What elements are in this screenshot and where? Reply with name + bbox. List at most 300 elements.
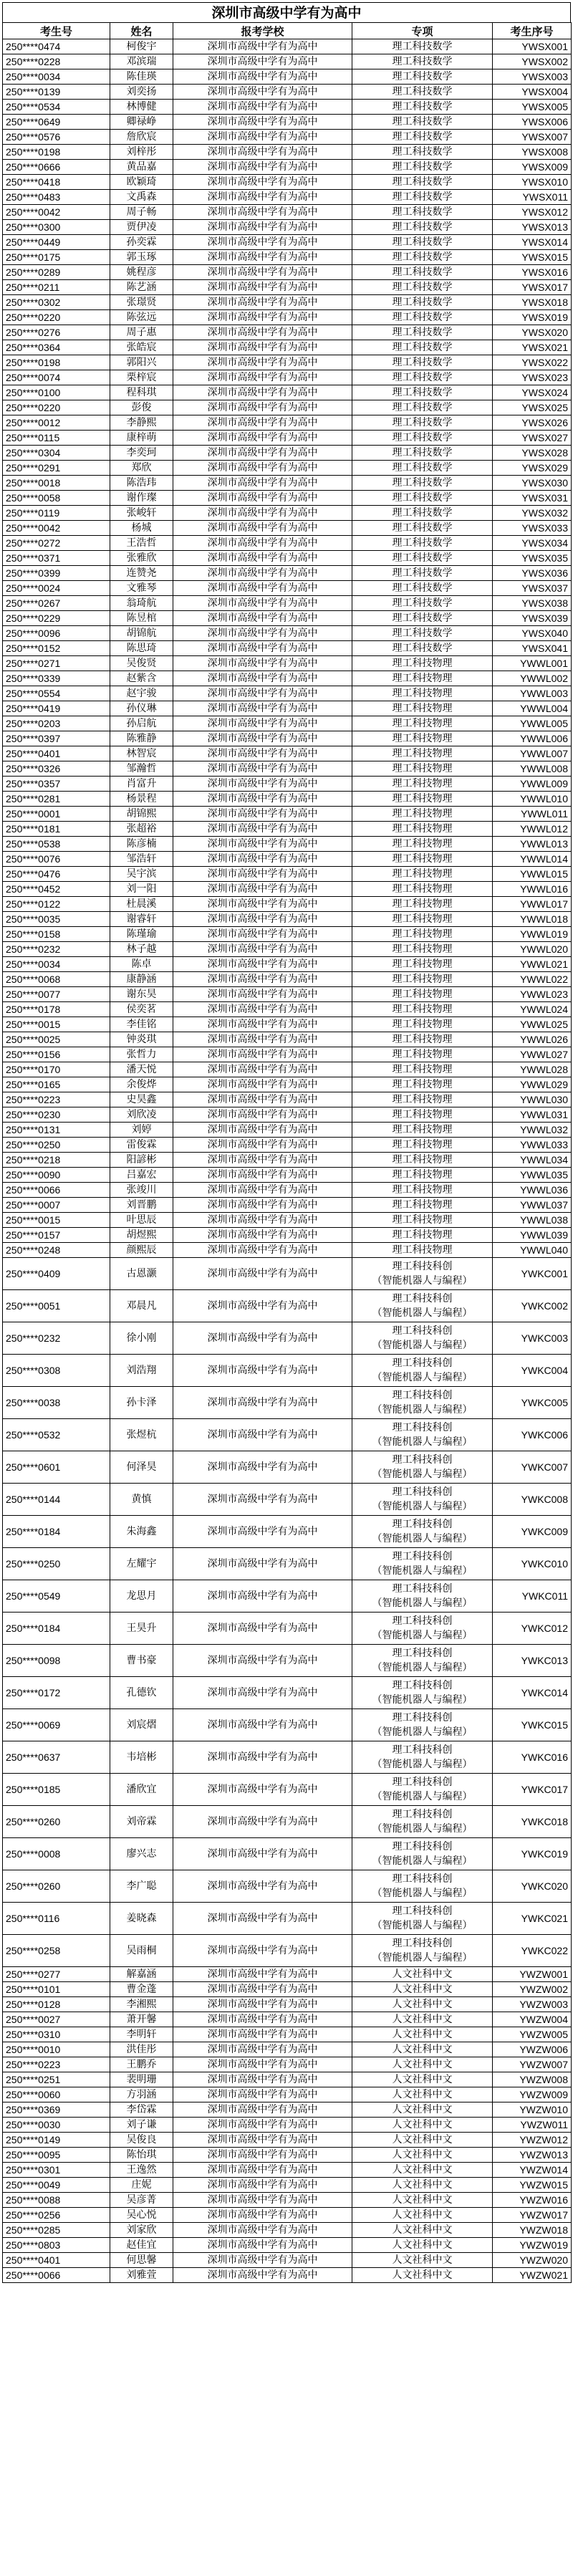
school-cell: 深圳市高级中学有为高中: [173, 1183, 352, 1198]
specialty-cell: 理工科技物理: [352, 927, 493, 942]
candidate-id-cell: 250****0077: [3, 987, 110, 1002]
candidate-id-cell: 250****0248: [3, 1243, 110, 1258]
table-row: [3, 355, 572, 370]
sequence-cell: YWSX036: [493, 566, 572, 581]
sequence-cell: YWSX007: [493, 130, 572, 145]
specialty-cell: 理工科技物理: [352, 1062, 493, 1077]
candidate-table: [2, 22, 572, 2283]
candidate-name-cell: 姚程彦: [110, 265, 173, 280]
sequence-cell: YWWL004: [493, 701, 572, 716]
table-row: [3, 1092, 572, 1107]
table-row: [3, 671, 572, 686]
candidate-id-cell: 250****0184: [3, 1516, 110, 1548]
candidate-name-cell: 刘子谦: [110, 2118, 173, 2133]
sequence-cell: YWWL011: [493, 807, 572, 822]
table-row: [3, 731, 572, 746]
candidate-name-cell: 徐小刚: [110, 1322, 173, 1355]
sequence-cell: YWWL037: [493, 1198, 572, 1213]
table-row: [3, 2042, 572, 2057]
school-cell: 深圳市高级中学有为高中: [173, 731, 352, 746]
table-row: [3, 85, 572, 100]
candidate-name-cell: 杨景程: [110, 792, 173, 807]
candidate-name-cell: 张哲力: [110, 1047, 173, 1062]
school-cell: 深圳市高级中学有为高中: [173, 1387, 352, 1419]
sequence-cell: YWKC012: [493, 1613, 572, 1645]
specialty-cell: 人文社科中文: [352, 1997, 493, 2012]
sequence-cell: YWZW017: [493, 2208, 572, 2223]
sequence-cell: YWZW018: [493, 2223, 572, 2238]
candidate-id-cell: 250****0364: [3, 340, 110, 355]
school-cell: 深圳市高级中学有为高中: [173, 671, 352, 686]
table-row: [3, 882, 572, 897]
school-cell: 深圳市高级中学有为高中: [173, 807, 352, 822]
sequence-cell: YWZW021: [493, 2268, 572, 2283]
sequence-cell: YWZW007: [493, 2057, 572, 2072]
specialty-cell: 理工科技数学: [352, 536, 493, 551]
school-cell: 深圳市高级中学有为高中: [173, 325, 352, 340]
school-cell: 深圳市高级中学有为高中: [173, 1870, 352, 1903]
specialty-cell: 人文社科中文: [352, 2027, 493, 2042]
sequence-cell: YWSX024: [493, 385, 572, 400]
school-cell: 深圳市高级中学有为高中: [173, 461, 352, 476]
school-cell: 深圳市高级中学有为高中: [173, 100, 352, 115]
candidate-name-cell: 吴彦菁: [110, 2193, 173, 2208]
candidate-id-cell: 250****0100: [3, 385, 110, 400]
specialty-cell: 理工科技数学: [352, 566, 493, 581]
table-row: [3, 1002, 572, 1017]
school-cell: 深圳市高级中学有为高中: [173, 1419, 352, 1451]
candidate-name-cell: 张雅欣: [110, 551, 173, 566]
school-cell: 深圳市高级中学有为高中: [173, 1168, 352, 1183]
candidate-id-cell: 250****0285: [3, 2223, 110, 2238]
school-cell: 深圳市高级中学有为高中: [173, 476, 352, 491]
candidate-name-cell: 林智宸: [110, 746, 173, 761]
candidate-name-cell: 李佳铭: [110, 1017, 173, 1032]
school-cell: 深圳市高级中学有为高中: [173, 942, 352, 957]
table-row: [3, 175, 572, 190]
candidate-id-cell: 250****0271: [3, 656, 110, 671]
sequence-cell: YWSX029: [493, 461, 572, 476]
candidate-id-cell: 250****0326: [3, 761, 110, 777]
candidate-name-cell: 邹瀚哲: [110, 761, 173, 777]
school-cell: 深圳市高级中学有为高中: [173, 2238, 352, 2253]
candidate-name-cell: 陈雅静: [110, 731, 173, 746]
table-row: [3, 566, 572, 581]
specialty-cell: 理工科技科创 （智能机器人与编程）: [352, 1935, 493, 1967]
sequence-cell: YWSX037: [493, 581, 572, 596]
candidate-id-cell: 250****0277: [3, 1967, 110, 1982]
sequence-cell: YWKC014: [493, 1677, 572, 1709]
sequence-cell: YWWL010: [493, 792, 572, 807]
candidate-id-cell: 250****0554: [3, 686, 110, 701]
specialty-cell: 理工科技物理: [352, 701, 493, 716]
candidate-id-cell: 250****0131: [3, 1123, 110, 1138]
candidate-id-cell: 250****0074: [3, 370, 110, 385]
school-cell: 深圳市高级中学有为高中: [173, 235, 352, 250]
sequence-cell: YWKC015: [493, 1709, 572, 1741]
sequence-cell: YWKC006: [493, 1419, 572, 1451]
sequence-cell: YWKC003: [493, 1322, 572, 1355]
specialty-cell: 理工科技科创 （智能机器人与编程）: [352, 1677, 493, 1709]
school-cell: 深圳市高级中学有为高中: [173, 1153, 352, 1168]
candidate-name-cell: 刘家欣: [110, 2223, 173, 2238]
sequence-cell: YWSX016: [493, 265, 572, 280]
school-cell: 深圳市高级中学有为高中: [173, 2072, 352, 2087]
candidate-id-cell: 250****0042: [3, 205, 110, 220]
candidate-name-cell: 韦培彬: [110, 1741, 173, 1774]
table-row: [3, 431, 572, 446]
school-cell: 深圳市高级中学有为高中: [173, 716, 352, 731]
candidate-name-cell: 刘一阳: [110, 882, 173, 897]
candidate-name-cell: 朱海鑫: [110, 1516, 173, 1548]
table-row: [3, 446, 572, 461]
school-cell: 深圳市高级中学有为高中: [173, 1838, 352, 1870]
school-cell: 深圳市高级中学有为高中: [173, 581, 352, 596]
school-cell: 深圳市高级中学有为高中: [173, 837, 352, 852]
sequence-cell: YWSX001: [493, 39, 572, 54]
candidate-name-cell: 肖富升: [110, 777, 173, 792]
sequence-cell: YWWL026: [493, 1032, 572, 1047]
specialty-cell: 人文社科中文: [352, 2057, 493, 2072]
candidate-name-cell: 张超裕: [110, 822, 173, 837]
table-row: [3, 2102, 572, 2118]
candidate-id-cell: 250****0018: [3, 476, 110, 491]
candidate-id-cell: 250****0069: [3, 1709, 110, 1741]
sequence-cell: YWZW011: [493, 2118, 572, 2133]
candidate-name-cell: 何思馨: [110, 2253, 173, 2268]
sequence-cell: YWSX009: [493, 160, 572, 175]
candidate-id-cell: 250****0220: [3, 400, 110, 415]
candidate-name-cell: 何泽昊: [110, 1451, 173, 1484]
candidate-name-cell: 胡锦航: [110, 626, 173, 641]
specialty-cell: 理工科技数学: [352, 325, 493, 340]
table-row: [3, 2133, 572, 2148]
table-row: [3, 626, 572, 641]
candidate-id-cell: 250****0098: [3, 1645, 110, 1677]
sequence-cell: YWWL012: [493, 822, 572, 837]
specialty-cell: 理工科技科创 （智能机器人与编程）: [352, 1290, 493, 1322]
specialty-cell: 理工科技数学: [352, 235, 493, 250]
specialty-cell: 理工科技数学: [352, 370, 493, 385]
candidate-id-cell: 250****0181: [3, 822, 110, 837]
sequence-cell: YWWL032: [493, 1123, 572, 1138]
specialty-cell: 人文社科中文: [352, 2102, 493, 2118]
school-cell: 深圳市高级中学有为高中: [173, 822, 352, 837]
specialty-cell: 理工科技物理: [352, 957, 493, 972]
table-row: [3, 611, 572, 626]
candidate-name-cell: 李岱霖: [110, 2102, 173, 2118]
sequence-cell: YWWL001: [493, 656, 572, 671]
candidate-id-cell: 250****0418: [3, 175, 110, 190]
sequence-cell: YWSX041: [493, 641, 572, 656]
specialty-cell: 人文社科中文: [352, 2238, 493, 2253]
table-row: [3, 686, 572, 701]
candidate-name-cell: 李奕珂: [110, 446, 173, 461]
specialty-cell: 理工科技物理: [352, 1183, 493, 1198]
specialty-cell: 理工科技物理: [352, 777, 493, 792]
candidate-name-cell: 邓晨凡: [110, 1290, 173, 1322]
sequence-cell: YWWL014: [493, 852, 572, 867]
table-row: [3, 2253, 572, 2268]
candidate-id-cell: 250****0228: [3, 54, 110, 69]
sequence-cell: YWWL002: [493, 671, 572, 686]
candidate-id-cell: 250****0139: [3, 85, 110, 100]
table-row: [3, 1153, 572, 1168]
table-row: [3, 1982, 572, 1997]
sequence-cell: YWSX006: [493, 115, 572, 130]
specialty-cell: 理工科技数学: [352, 415, 493, 431]
sequence-cell: YWWL031: [493, 1107, 572, 1123]
header-name: 姓名: [110, 23, 173, 39]
candidate-id-cell: 250****0371: [3, 551, 110, 566]
table-row: [3, 2087, 572, 2102]
candidate-id-cell: 250****0232: [3, 1322, 110, 1355]
school-cell: 深圳市高级中学有为高中: [173, 1213, 352, 1228]
school-cell: 深圳市高级中学有为高中: [173, 385, 352, 400]
sequence-cell: YWSX023: [493, 370, 572, 385]
sequence-cell: YWSX032: [493, 506, 572, 521]
table-row: [3, 1870, 572, 1903]
sequence-cell: YWSX012: [493, 205, 572, 220]
candidate-id-cell: 250****0339: [3, 671, 110, 686]
candidate-name-cell: 潘天悦: [110, 1062, 173, 1077]
candidate-id-cell: 250****0256: [3, 2208, 110, 2223]
specialty-cell: 理工科技物理: [352, 686, 493, 701]
candidate-id-cell: 250****0300: [3, 220, 110, 235]
table-row: [3, 1548, 572, 1580]
school-cell: 深圳市高级中学有为高中: [173, 1451, 352, 1484]
candidate-id-cell: 250****0038: [3, 1387, 110, 1419]
sequence-cell: YWSX014: [493, 235, 572, 250]
specialty-cell: 人文社科中文: [352, 2012, 493, 2027]
table-row: [3, 54, 572, 69]
candidate-name-cell: 杨城: [110, 521, 173, 536]
candidate-name-cell: 雷俊霖: [110, 1138, 173, 1153]
specialty-cell: 理工科技科创 （智能机器人与编程）: [352, 1451, 493, 1484]
candidate-id-cell: 250****0144: [3, 1484, 110, 1516]
table-row: [3, 822, 572, 837]
candidate-name-cell: 李明轩: [110, 2027, 173, 2042]
school-cell: 深圳市高级中学有为高中: [173, 1077, 352, 1092]
candidate-name-cell: 林子越: [110, 942, 173, 957]
specialty-cell: 理工科技科创 （智能机器人与编程）: [352, 1709, 493, 1741]
sequence-cell: YWKC002: [493, 1290, 572, 1322]
specialty-cell: 理工科技数学: [352, 250, 493, 265]
specialty-cell: 理工科技物理: [352, 1077, 493, 1092]
specialty-cell: 理工科技物理: [352, 731, 493, 746]
school-cell: 深圳市高级中学有为高中: [173, 1032, 352, 1047]
school-cell: 深圳市高级中学有为高中: [173, 2133, 352, 2148]
specialty-cell: 人文社科中文: [352, 2223, 493, 2238]
specialty-cell: 理工科技物理: [352, 761, 493, 777]
table-body: [3, 39, 572, 2283]
school-cell: 深圳市高级中学有为高中: [173, 852, 352, 867]
specialty-cell: 理工科技数学: [352, 190, 493, 205]
sequence-cell: YWWL005: [493, 716, 572, 731]
sequence-cell: YWSX018: [493, 295, 572, 310]
candidate-name-cell: 连赞尧: [110, 566, 173, 581]
candidate-name-cell: 贾伊凌: [110, 220, 173, 235]
candidate-name-cell: 吴雨桐: [110, 1935, 173, 1967]
table-row: [3, 2012, 572, 2027]
sequence-cell: YWZW010: [493, 2102, 572, 2118]
school-cell: 深圳市高级中学有为高中: [173, 506, 352, 521]
candidate-id-cell: 250****0289: [3, 265, 110, 280]
specialty-cell: 理工科技物理: [352, 837, 493, 852]
candidate-name-cell: 黄慎: [110, 1484, 173, 1516]
candidate-id-cell: 250****0035: [3, 912, 110, 927]
school-cell: 深圳市高级中学有为高中: [173, 551, 352, 566]
table-row: [3, 716, 572, 731]
candidate-id-cell: 250****0304: [3, 446, 110, 461]
table-row: [3, 641, 572, 656]
candidate-id-cell: 250****0101: [3, 1982, 110, 1997]
table-row: [3, 39, 572, 54]
sequence-cell: YWSX028: [493, 446, 572, 461]
sequence-cell: YWZW002: [493, 1982, 572, 1997]
table-row: [3, 1228, 572, 1243]
school-cell: 深圳市高级中学有为高中: [173, 1092, 352, 1107]
school-cell: 深圳市高级中学有为高中: [173, 1198, 352, 1213]
candidate-id-cell: 250****0149: [3, 2133, 110, 2148]
specialty-cell: 理工科技物理: [352, 882, 493, 897]
sequence-cell: YWZW005: [493, 2027, 572, 2042]
specialty-cell: 人文社科中文: [352, 2072, 493, 2087]
candidate-name-cell: 郭阳兴: [110, 355, 173, 370]
table-row: [3, 777, 572, 792]
school-cell: 深圳市高级中学有为高中: [173, 1002, 352, 1017]
specialty-cell: 理工科技物理: [352, 972, 493, 987]
table-row: [3, 250, 572, 265]
school-cell: 深圳市高级中学有为高中: [173, 1774, 352, 1806]
candidate-name-cell: 文雅琴: [110, 581, 173, 596]
table-row: [3, 1677, 572, 1709]
specialty-cell: 理工科技数学: [352, 491, 493, 506]
candidate-name-cell: 庄妮: [110, 2178, 173, 2193]
candidate-id-cell: 250****0030: [3, 2118, 110, 2133]
sequence-cell: YWSX010: [493, 175, 572, 190]
school-cell: 深圳市高级中学有为高中: [173, 701, 352, 716]
candidate-name-cell: 胡煜熙: [110, 1228, 173, 1243]
candidate-name-cell: 谢作璨: [110, 491, 173, 506]
school-cell: 深圳市高级中学有为高中: [173, 912, 352, 927]
candidate-id-cell: 250****0369: [3, 2102, 110, 2118]
school-cell: 深圳市高级中学有为高中: [173, 2223, 352, 2238]
school-cell: 深圳市高级中学有为高中: [173, 2208, 352, 2223]
table-row: [3, 2057, 572, 2072]
sequence-cell: YWZW016: [493, 2193, 572, 2208]
candidate-name-cell: 吴宇滨: [110, 867, 173, 882]
sequence-cell: YWZW009: [493, 2087, 572, 2102]
table-row: [3, 957, 572, 972]
school-cell: 深圳市高级中学有为高中: [173, 280, 352, 295]
candidate-name-cell: 林博健: [110, 100, 173, 115]
sequence-cell: YWSX022: [493, 355, 572, 370]
school-cell: 深圳市高级中学有为高中: [173, 265, 352, 280]
school-cell: 深圳市高级中学有为高中: [173, 400, 352, 415]
candidate-id-cell: 250****0116: [3, 1903, 110, 1935]
sequence-cell: YWWL025: [493, 1017, 572, 1032]
candidate-name-cell: 洪佳彤: [110, 2042, 173, 2057]
sequence-cell: YWSX021: [493, 340, 572, 355]
candidate-id-cell: 250****0649: [3, 115, 110, 130]
sequence-cell: YWSX030: [493, 476, 572, 491]
candidate-name-cell: 龙思月: [110, 1580, 173, 1613]
specialty-cell: 理工科技科创 （智能机器人与编程）: [352, 1387, 493, 1419]
candidate-name-cell: 刘宸熠: [110, 1709, 173, 1741]
candidate-id-cell: 250****0198: [3, 355, 110, 370]
school-cell: 深圳市高级中学有为高中: [173, 2193, 352, 2208]
sequence-cell: YWZW012: [493, 2133, 572, 2148]
candidate-id-cell: 250****0538: [3, 837, 110, 852]
candidate-id-cell: 250****0267: [3, 596, 110, 611]
candidate-name-cell: 陈浩玮: [110, 476, 173, 491]
sequence-cell: YWWL013: [493, 837, 572, 852]
sequence-cell: YWWL038: [493, 1213, 572, 1228]
school-cell: 深圳市高级中学有为高中: [173, 1017, 352, 1032]
candidate-name-cell: 詹欣宸: [110, 130, 173, 145]
table-row: [3, 69, 572, 85]
school-cell: 深圳市高级中学有为高中: [173, 39, 352, 54]
candidate-id-cell: 250****0175: [3, 250, 110, 265]
specialty-cell: 理工科技物理: [352, 987, 493, 1002]
candidate-name-cell: 史昊鑫: [110, 1092, 173, 1107]
specialty-cell: 人文社科中文: [352, 2178, 493, 2193]
candidate-name-cell: 谢睿轩: [110, 912, 173, 927]
school-cell: 深圳市高级中学有为高中: [173, 1290, 352, 1322]
candidate-name-cell: 杜晨溪: [110, 897, 173, 912]
table-row: [3, 1903, 572, 1935]
table-row: [3, 1077, 572, 1092]
candidate-name-cell: 文禹森: [110, 190, 173, 205]
table-row: [3, 461, 572, 476]
candidate-id-cell: 250****0229: [3, 611, 110, 626]
specialty-cell: 理工科技数学: [352, 220, 493, 235]
school-cell: 深圳市高级中学有为高中: [173, 340, 352, 355]
school-cell: 深圳市高级中学有为高中: [173, 1123, 352, 1138]
candidate-id-cell: 250****0449: [3, 235, 110, 250]
specialty-cell: 理工科技物理: [352, 792, 493, 807]
sequence-cell: YWWL023: [493, 987, 572, 1002]
sequence-cell: YWSX026: [493, 415, 572, 431]
specialty-cell: 理工科技数学: [352, 115, 493, 130]
table-row: [3, 596, 572, 611]
specialty-cell: 理工科技物理: [352, 1198, 493, 1213]
candidate-id-cell: 250****0260: [3, 1806, 110, 1838]
candidate-name-cell: 栗梓宸: [110, 370, 173, 385]
candidate-id-cell: 250****0308: [3, 1355, 110, 1387]
sequence-cell: YWWL016: [493, 882, 572, 897]
school-cell: 深圳市高级中学有为高中: [173, 746, 352, 761]
school-cell: 深圳市高级中学有为高中: [173, 1677, 352, 1709]
candidate-name-cell: 王浩哲: [110, 536, 173, 551]
candidate-name-cell: 陈佳瑛: [110, 69, 173, 85]
specialty-cell: 理工科技数学: [352, 130, 493, 145]
table-row: [3, 927, 572, 942]
candidate-name-cell: 欧颖琦: [110, 175, 173, 190]
header-specialty: 专项: [352, 23, 493, 39]
specialty-cell: 理工科技数学: [352, 581, 493, 596]
school-cell: 深圳市高级中学有为高中: [173, 370, 352, 385]
specialty-cell: 理工科技数学: [352, 596, 493, 611]
candidate-id-cell: 250****0534: [3, 100, 110, 115]
school-cell: 深圳市高级中学有为高中: [173, 295, 352, 310]
specialty-cell: 理工科技数学: [352, 54, 493, 69]
candidate-name-cell: 廖兴志: [110, 1838, 173, 1870]
candidate-name-cell: 孙奕霖: [110, 235, 173, 250]
candidate-id-cell: 250****0401: [3, 2253, 110, 2268]
table-row: [3, 1138, 572, 1153]
